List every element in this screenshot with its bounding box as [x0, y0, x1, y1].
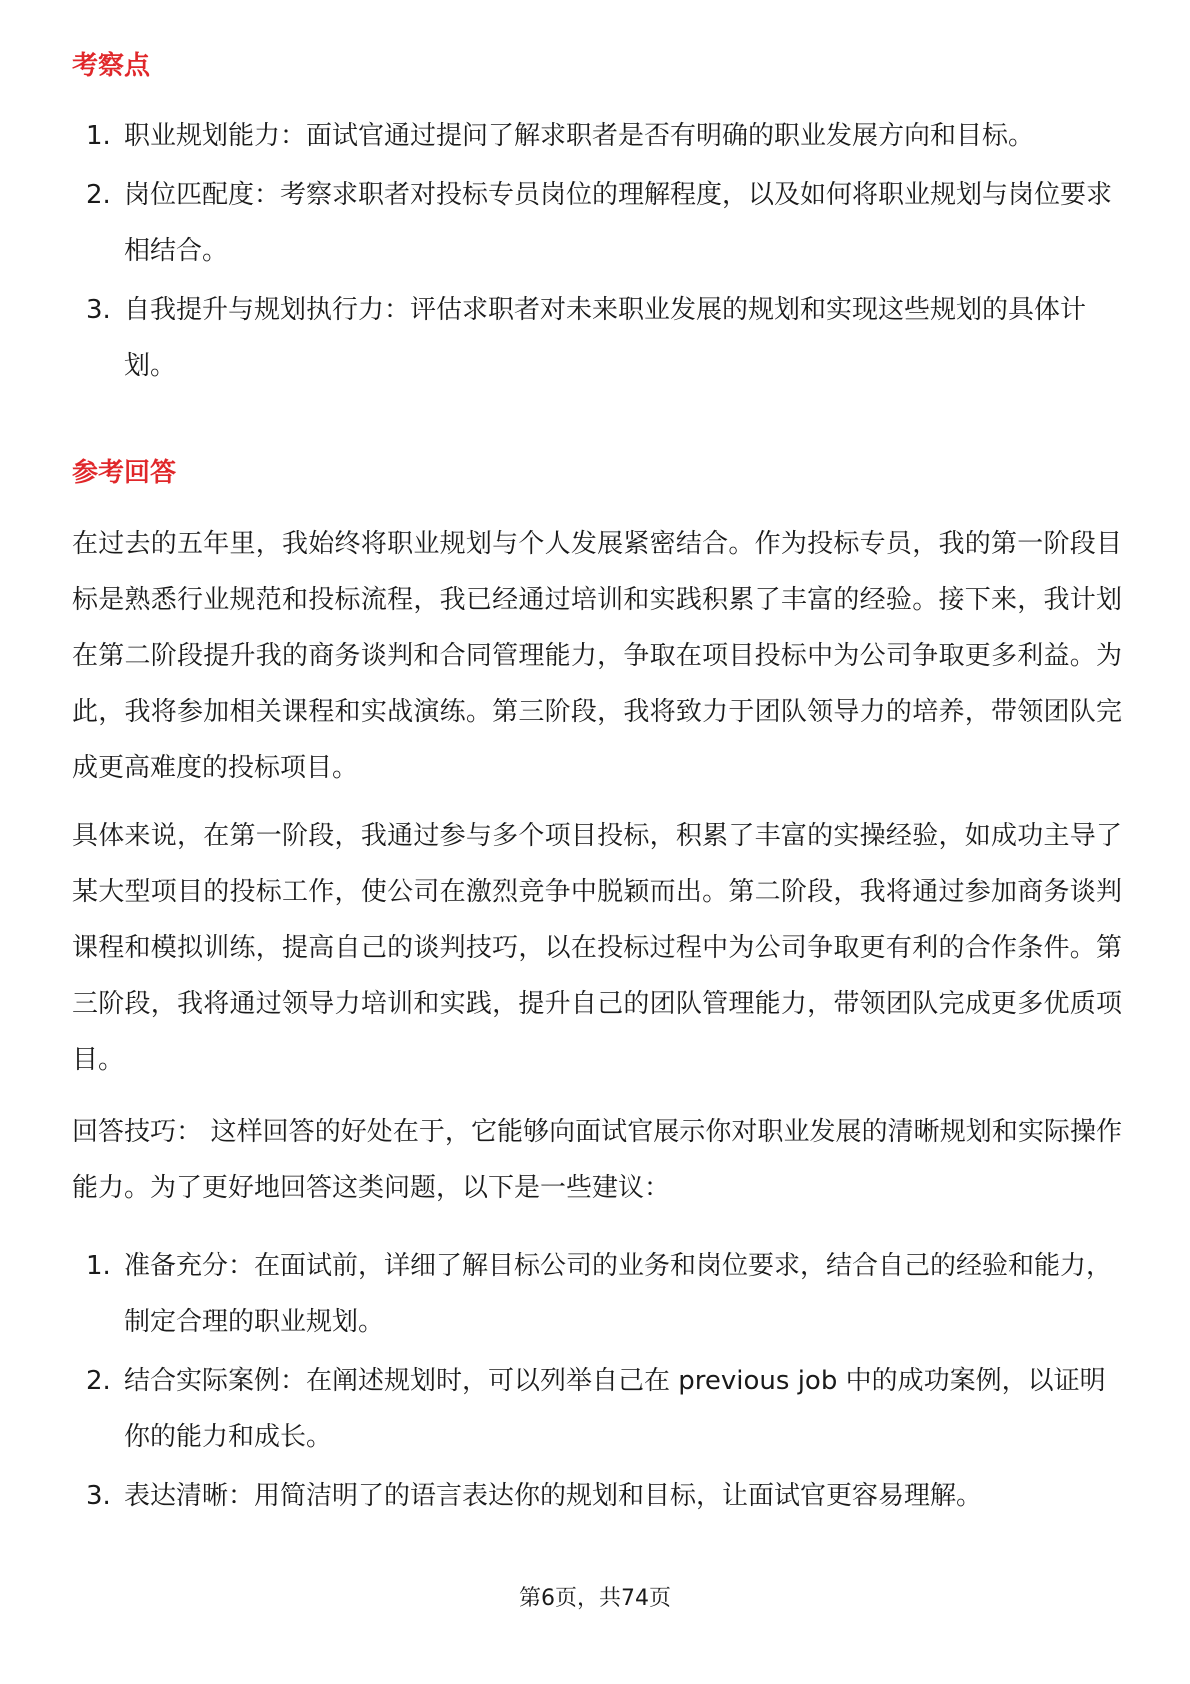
- list-item: [72, 1353, 1122, 1465]
- answer-paragraph-1: 在过去的五年里，我始终将职业规划与个人发展紧密结合。作为投标专员，我的第一阶段目标是熟悉行业规范和投标流程，我已经通过培训和实践积累了丰富的经验。接下来，我计划在第二阶段提升我的商务谈判和合同管理能力，争取在项目投标中为公司争取更多利益。为此，我将参加相关课程和实战演练。第三阶段，我将致力于团队领导力的培养，带领团队完成更高难度的投标项目。: [72, 529, 1122, 783]
- list-item-number: 2.: [86, 1366, 111, 1396]
- list-item-text: 自我提升与规划执行力：评估求职者对未来职业发展的规划和实现这些规划的具体计划。: [124, 295, 1087, 381]
- points-list: [72, 108, 1122, 397]
- list-item-text: 职业规划能力：面试官通过提问了解求职者是否有明确的职业发展方向和目标。: [124, 121, 1035, 151]
- tips-list: [72, 1238, 1122, 1527]
- list-item: [72, 282, 1122, 394]
- list-item-number: 3.: [86, 295, 111, 325]
- list-item-text: 岗位匹配度：考察求职者对投标专员岗位的理解程度，以及如何将职业规划与岗位要求相结合。: [124, 180, 1113, 266]
- answer-tips-intro: 回答技巧： 这样回答的好处在于，它能够向面试官展示你对职业发展的清晰规划和实际操作能力。为了更好地回答这类问题，以下是一些建议：: [72, 1117, 1122, 1203]
- list-item: [72, 1468, 1122, 1524]
- list-item-number: 2.: [86, 180, 111, 210]
- list-item-number: 1.: [86, 121, 111, 151]
- answer-paragraph-2: 具体来说，在第一阶段，我通过参与多个项目投标，积累了丰富的实操经验，如成功主导了某大型项目的投标工作，使公司在激烈竞争中脱颖而出。第二阶段，我将通过参加商务谈判课程和模拟训练，提高自己的谈判技巧，以在投标过程中为公司争取更有利的合作条件。第三阶段，我将通过领导力培训和实践，提升自己的团队管理能力，带领团队完成更多优质项目。: [72, 821, 1122, 1075]
- list-item: [72, 167, 1122, 279]
- list-item: [72, 1238, 1122, 1350]
- list-item-text: 准备充分：在面试前，详细了解目标公司的业务和岗位要求，结合自己的经验和能力，制定合理的职业规划。: [124, 1251, 1113, 1337]
- list-item-number: 1.: [86, 1251, 111, 1281]
- section-title-points: 考察点: [72, 51, 151, 81]
- page-footer: 第6页，共74页: [519, 1586, 671, 1611]
- list-item-text: 结合实际案例：在阐述规划时，可以列举自己在 previous job 中的成功案例，以证明你的能力和成长。: [124, 1366, 1106, 1452]
- list-item: [72, 108, 1122, 164]
- section-title-answer: 参考回答: [72, 458, 177, 488]
- list-item-number: 3.: [86, 1481, 111, 1511]
- list-item-text: 表达清晰：用简洁明了的语言表达你的规划和目标，让面试官更容易理解。: [124, 1481, 983, 1511]
